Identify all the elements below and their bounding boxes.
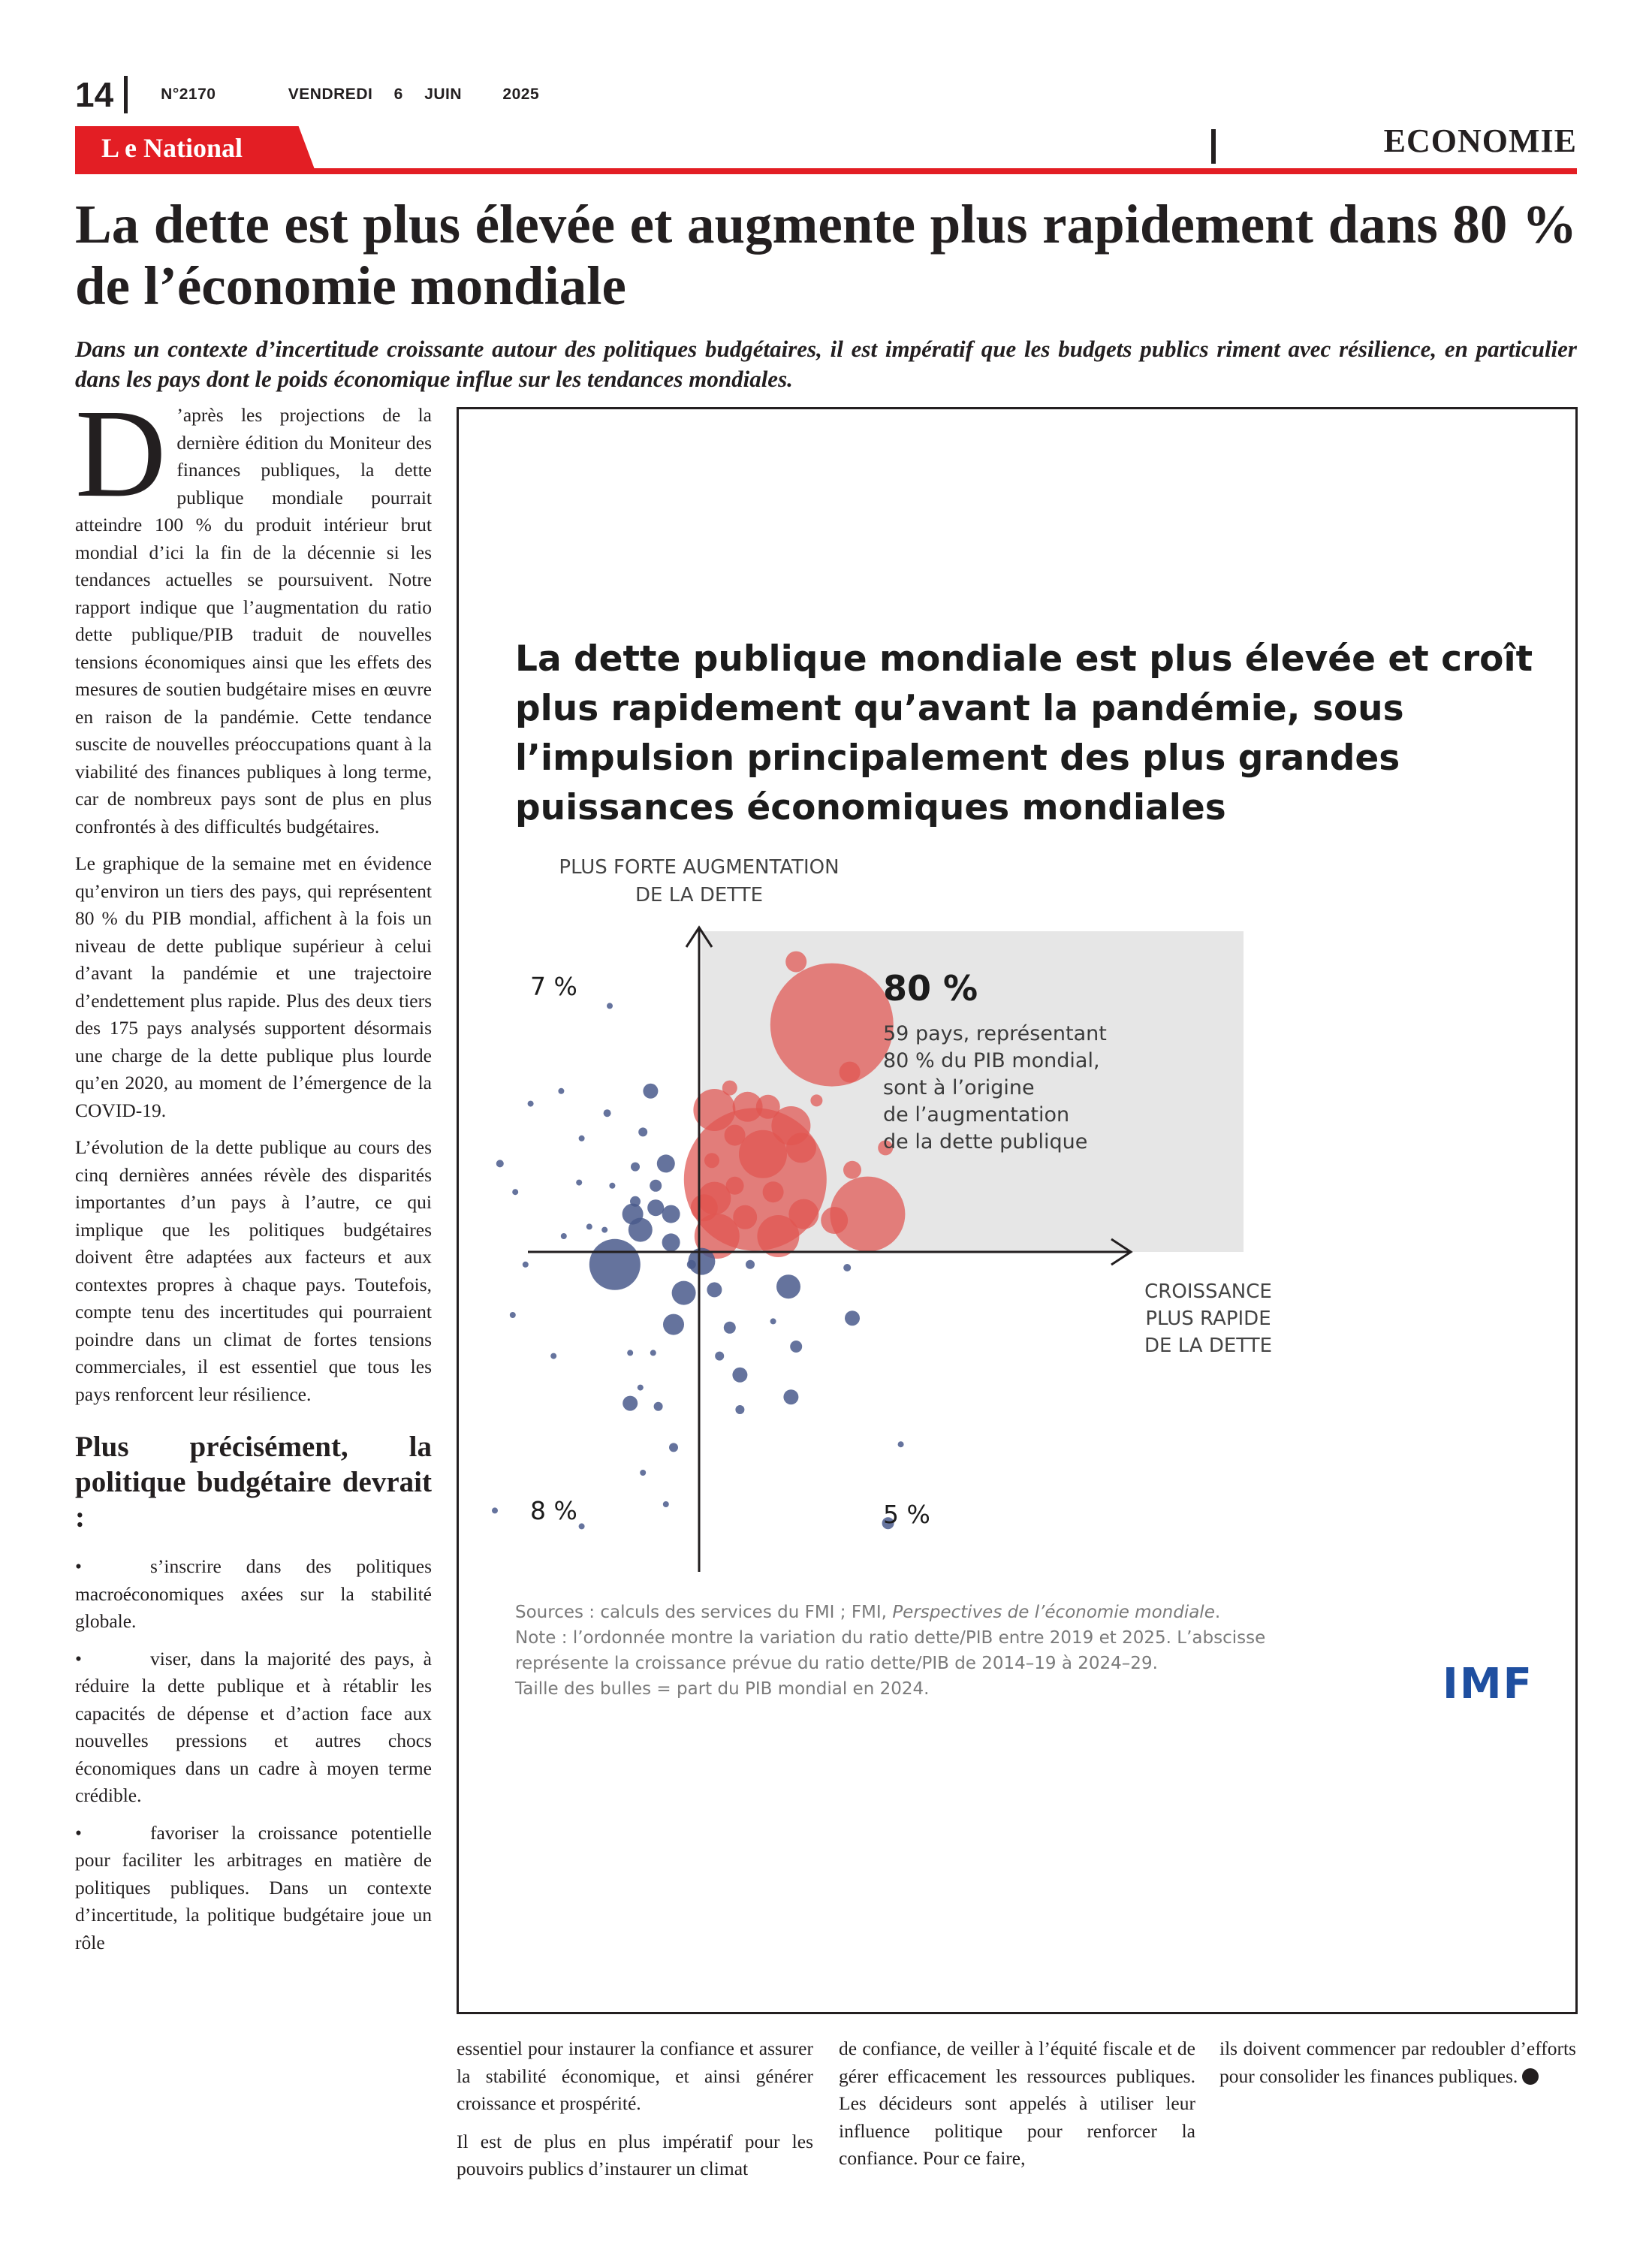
bubble-other (550, 1353, 556, 1359)
issue-month: JUIN (424, 86, 463, 103)
article-subhead: Plus précisément, la politique budgétaire devrait : (75, 1431, 432, 1534)
bubble-other (735, 1405, 744, 1414)
bubble-other (586, 1223, 592, 1229)
bubble-other (558, 1088, 564, 1094)
bubble-other (523, 1262, 529, 1268)
source-line-1 (515, 1600, 1416, 1625)
bubble-upper-right (725, 1125, 746, 1146)
section-title: ECONOMIE (1383, 122, 1577, 159)
source-line-4: Taille des bulles = part du PIB mondial en 2024. (515, 1679, 930, 1699)
bubble-other (512, 1189, 518, 1195)
quadrant-label-bottom-right: 5 % (883, 1500, 930, 1529)
bubble-upper-right (763, 1181, 784, 1202)
quadrant-label-top-right: 80 % (883, 968, 978, 1009)
article-column-2 (457, 2035, 813, 2194)
x-axis-label-line-1: CROISSANCE (1144, 1280, 1272, 1303)
section-divider (1211, 129, 1216, 164)
chart-title: La dette publique mondiale est plus élevée et croît plus rapidement qu’avant la pandémie, sous l’impulsion principalement des plus grandes puissances économiques mondiales (515, 638, 1533, 828)
bubble-upper-right (704, 1153, 719, 1168)
bubble-other (510, 1312, 516, 1318)
bubble-upper-right (840, 1062, 861, 1083)
bubble-other (746, 1260, 755, 1269)
article-paragraph-2: Le graphique de la semaine met en évidence qu’environ un tiers des pays, qui représentent 80 % du PIB mondial, affichent à la fois un niveau de dette publique supérieur à celui d’avant la pandémie et une trajectoire d’endettement plus rapide. Plus des deux tiers des 175 pays analysés supportent désormais une charge de la dette publique plus lourde qu’en 2020, au moment de l’émergence de la COVID-19. (75, 852, 432, 1121)
bubble-other (576, 1180, 582, 1186)
y-axis-label-line-2: DE LA DETTE (635, 884, 764, 906)
page-folio (75, 74, 539, 116)
article-column-left (75, 384, 432, 1966)
issue-info (161, 86, 539, 104)
bubble-other (672, 1281, 696, 1305)
x-axis-label-line-3: DE LA DETTE (1144, 1335, 1273, 1357)
column-2-paragraph-2: Il est de plus en plus impératif pour les pouvoirs publics d’instaurer un climat (457, 2130, 813, 2179)
bubble-other (640, 1470, 646, 1476)
drop-cap: D (75, 384, 167, 523)
source-text: Sources : calculs des services du FMI ; FMI, (515, 1603, 893, 1622)
annotation-line-3: sont à l’origine (883, 1076, 1035, 1099)
article-standfirst: Dans un contexte d’incertitude croissante autour des politiques budgétaires, il est impératif que les budgets publics riment avec résilience, en particulier dans les pays dont le poids économique influe sur les tendances mondiales. (75, 336, 1577, 392)
bubble-other (579, 1523, 585, 1529)
bubble-other (707, 1282, 722, 1297)
bubble-other (609, 1183, 615, 1189)
annotation-line-2: 80 % du PIB mondial, (883, 1049, 1100, 1072)
bubble-other (627, 1350, 633, 1356)
bubble-upper-right (786, 1133, 816, 1163)
bullet-marker: • (75, 1647, 82, 1669)
annotation-line-4: de l’augmentation (883, 1103, 1070, 1126)
bubble-other (654, 1402, 663, 1411)
issue-day: VENDREDI (288, 86, 373, 103)
column-4-text: ils doivent commencer par redoubler d’efforts pour consolider les finances publiques. (1219, 2037, 1576, 2087)
bubble-other (638, 1385, 644, 1391)
issue-date-number: 6 (393, 86, 403, 103)
imf-logo: IMF (1442, 1660, 1533, 1709)
bubble-upper-right (756, 1095, 780, 1119)
bubble-other (647, 1199, 664, 1216)
x-axis-label-line-2: PLUS RAPIDE (1145, 1307, 1271, 1330)
bubble-other (561, 1233, 567, 1239)
bubble-other (601, 1227, 607, 1233)
bubble-upper-right (788, 1199, 818, 1229)
chart-source-notes (515, 1600, 1416, 1702)
bubble-other (623, 1396, 638, 1411)
bubble-other (650, 1350, 656, 1356)
bubble-upper-right (843, 1161, 861, 1179)
bubble-upper-right (830, 1177, 905, 1252)
bubble-other (629, 1218, 653, 1242)
quadrant-label-bottom-left: 8 % (530, 1496, 577, 1525)
bullet-item-3 (75, 1820, 432, 1957)
bubble-other (630, 1196, 641, 1207)
bubble-other (663, 1501, 669, 1507)
bullet-item-1 (75, 1553, 432, 1636)
bubble-other (845, 1310, 860, 1326)
brand-banner (75, 126, 315, 171)
article-headline: La dette est plus élevée et augmente plus rapidement dans 80 % de l’économie mondiale (75, 194, 1577, 316)
bubble-other (724, 1322, 736, 1334)
bubble-other (643, 1084, 658, 1099)
bubble-other (662, 1233, 680, 1251)
bubble-other (898, 1441, 904, 1447)
issue-number: N°2170 (161, 86, 216, 103)
bubble-other (770, 1318, 776, 1324)
header-rule (75, 168, 1577, 174)
bubble-other (604, 1109, 611, 1117)
folio-divider (124, 76, 128, 113)
y-axis-label-line-1: PLUS FORTE AUGMENTATION (559, 856, 840, 879)
column-4-paragraph-1 (1219, 2035, 1576, 2090)
bullet-text: s’inscrire dans des politiques macroéconomiques axées sur la stabilité globale. (75, 1555, 432, 1632)
bubble-other (790, 1341, 802, 1353)
source-publication: Perspectives de l’économie mondiale (892, 1603, 1215, 1622)
column-3-paragraph-1: de confiance, de veiller à l’équité fiscale et de gérer efficacement les ressources publiques. Les décideurs sont appelés à utiliser leur influence politique pour renforcer la confiance. Pour ce faire, (839, 2037, 1195, 2169)
source-end: . (1214, 1603, 1221, 1622)
column-2-paragraph-1: essentiel pour instaurer la confiance et assurer la stabilité économique, et ainsi générer croissance et prospérité. (457, 2037, 813, 2114)
bubble-other (631, 1163, 640, 1172)
bubble-other (638, 1127, 647, 1136)
page-number: 14 (75, 75, 114, 114)
bubble-upper-right (722, 1081, 737, 1096)
bubble-other (663, 1314, 684, 1335)
bubble-upper-right (810, 1094, 822, 1106)
bubble-other (607, 1003, 613, 1009)
source-line-3: représente la croissance prévue du ratio dette/PIB de 2014–19 à 2024–29. (515, 1654, 1158, 1673)
bubble-upper-right (785, 952, 806, 973)
bullet-marker: • (75, 1555, 82, 1577)
bullet-item-2 (75, 1645, 432, 1810)
bullet-text: favoriser la croissance potentielle pour faciliter les arbitrages en matière de politiques publiques. Dans un contexte d’incertitude, la politique budgétaire joue un rôle (75, 1821, 432, 1953)
end-of-article-icon (1522, 2068, 1539, 2085)
article-paragraph-3: L’évolution de la dette publique au cours des cinq dernières années révèle des disparités importantes d’un pays à l’autre, ce qui implique que les politiques budgétaires doivent être adaptées aux facteurs et aux contextes propres à chaque pays. Toutefois, compte tenu des incertitudes qui pourraient poindre dans un climat de fortes tensions commerciales, il est essentiel que tous les pays renforcent leur résilience. (75, 1136, 432, 1405)
bubble-other (843, 1264, 851, 1271)
issue-year: 2025 (502, 86, 540, 103)
bubble-other (528, 1101, 534, 1107)
bubble-other (715, 1352, 724, 1361)
chart-figure (457, 407, 1578, 2014)
source-line-2: Note : l’ordonnée montre la variation du ratio dette/PIB entre 2019 et 2025. L’abscisse (515, 1628, 1266, 1648)
bubble-upper-right (726, 1177, 744, 1195)
bubble-other (662, 1205, 680, 1223)
bullet-marker: • (75, 1821, 82, 1844)
article-paragraph-1 (75, 384, 432, 840)
bubble-other (776, 1274, 800, 1298)
paragraph-1-text: ’après les projections de la dernière édition du Moniteur des finances publiques, la dette publique mondiale pourrait atteindre 100 % du produit intérieur brut mondial d’ici la fin de la décennie si les tendances actuelles se poursuivent. Notre rapport indique que l’augmentation du ratio dette publique/PIB traduit de nouvelles tensions économiques ainsi que les effets des mesures de soutien budgétaire mises en œuvre en raison de la pandémie. Cette tendance suscite de nouvelles préoccupations quant à la viabilité des finances publiques à long terme, car de nombreux pays sont de plus en plus confrontés à des difficultés budgétaires. (75, 404, 432, 837)
bubble-upper-right (733, 1205, 757, 1229)
bullet-text: viser, dans la majorité des pays, à réduire la dette publique et à rétablir les capacités de dépense et d’action face aux nouvelles pressions et autres chocs économiques dans un cadre à moyen terme crédible. (75, 1647, 432, 1806)
brand-name: L e National (101, 133, 243, 163)
bubble-other (783, 1389, 798, 1404)
bubble-other (492, 1507, 498, 1513)
bubble-other (650, 1180, 662, 1192)
annotation-line-1: 59 pays, représentant (883, 1022, 1107, 1045)
annotation-line-5: de la dette publique (883, 1130, 1088, 1154)
bubble-upper-right (770, 964, 894, 1087)
bubble-other (669, 1443, 678, 1452)
article-column-3 (839, 2035, 1195, 2183)
quadrant-label-top-left: 7 % (530, 972, 577, 1001)
bubble-other (589, 1239, 641, 1290)
bubble-other (579, 1136, 585, 1142)
article-column-4 (1219, 2035, 1576, 2101)
scatter-chart (459, 409, 1575, 2012)
bubble-other (732, 1368, 747, 1383)
bubble-other (657, 1154, 675, 1172)
bubble-other (496, 1160, 504, 1167)
